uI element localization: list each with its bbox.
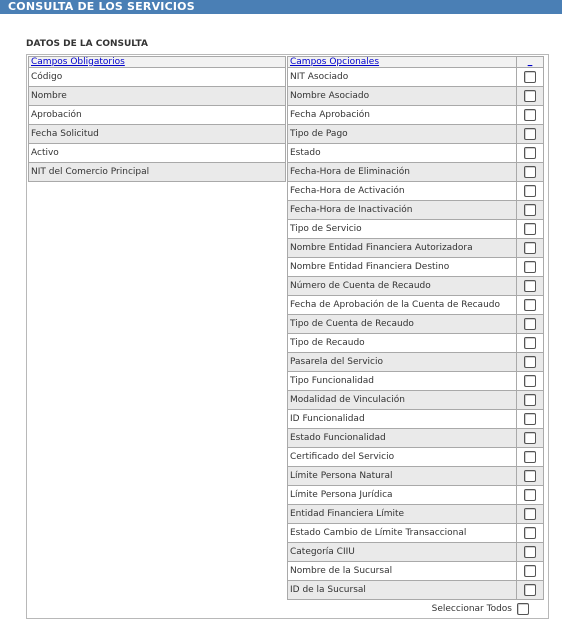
required-field-row xyxy=(29,144,286,163)
optional-field-checkbox[interactable] xyxy=(524,584,536,596)
optional-field-row xyxy=(288,562,544,581)
optional-field-label: ID de la Sucursal xyxy=(288,581,517,600)
optional-field-checkbox-cell xyxy=(517,125,544,144)
optional-fields-table xyxy=(287,56,544,600)
optional-field-row xyxy=(288,581,544,600)
optional-field-row xyxy=(288,239,544,258)
optional-field-checkbox[interactable] xyxy=(524,470,536,482)
optional-field-label: NIT Asociado xyxy=(288,68,517,87)
required-field-label: Nombre xyxy=(29,87,286,106)
optional-field-checkbox[interactable] xyxy=(524,299,536,311)
optional-field-label: Nombre de la Sucursal xyxy=(288,562,517,581)
optional-field-row xyxy=(288,334,544,353)
optional-field-label: Límite Persona Jurídica xyxy=(288,486,517,505)
optional-field-checkbox[interactable] xyxy=(524,565,536,577)
optional-field-checkbox[interactable] xyxy=(524,508,536,520)
optional-field-row xyxy=(288,524,544,543)
optional-field-checkbox-cell xyxy=(517,448,544,467)
page-title-bar xyxy=(0,0,562,14)
required-fields-table xyxy=(28,56,286,182)
required-field-row xyxy=(29,106,286,125)
optional-field-checkbox-cell xyxy=(517,296,544,315)
optional-field-checkbox-cell xyxy=(517,543,544,562)
optional-field-label: Certificado del Servicio xyxy=(288,448,517,467)
optional-field-checkbox[interactable] xyxy=(524,546,536,558)
optional-field-checkbox-cell xyxy=(517,87,544,106)
optional-field-label: Tipo de Servicio xyxy=(288,220,517,239)
optional-field-row xyxy=(288,486,544,505)
page-title: CONSULTA DE LOS SERVICIOS xyxy=(8,0,195,13)
optional-field-checkbox[interactable] xyxy=(524,432,536,444)
optional-field-checkbox[interactable] xyxy=(524,128,536,140)
optional-field-checkbox[interactable] xyxy=(524,71,536,83)
optional-field-checkbox[interactable] xyxy=(524,90,536,102)
optional-field-label: Número de Cuenta de Recaudo xyxy=(288,277,517,296)
optional-field-label: Límite Persona Natural xyxy=(288,467,517,486)
select-all-label: Seleccionar Todos xyxy=(431,604,512,614)
required-fields-header xyxy=(29,57,286,68)
optional-field-checkbox-cell xyxy=(517,429,544,448)
optional-field-checkbox[interactable] xyxy=(524,318,536,330)
optional-field-label: Pasarela del Servicio xyxy=(288,353,517,372)
required-field-row xyxy=(29,163,286,182)
optional-field-label: Nombre Entidad Financiera Autorizadora xyxy=(288,239,517,258)
optional-field-row xyxy=(288,258,544,277)
required-field-label: NIT del Comercio Principal xyxy=(29,163,286,182)
optional-field-row xyxy=(288,144,544,163)
optional-field-label: Tipo de Recaudo xyxy=(288,334,517,353)
optional-field-checkbox[interactable] xyxy=(524,147,536,159)
required-field-row xyxy=(29,87,286,106)
optional-field-label: Estado Cambio de Límite Transaccional xyxy=(288,524,517,543)
optional-field-checkbox-cell xyxy=(517,163,544,182)
optional-field-checkbox[interactable] xyxy=(524,204,536,216)
optional-field-label: ID Funcionalidad xyxy=(288,410,517,429)
optional-field-row xyxy=(288,467,544,486)
optional-field-checkbox-cell xyxy=(517,505,544,524)
optional-field-row xyxy=(288,315,544,334)
required-field-label: Aprobación xyxy=(29,106,286,125)
required-fields-header-row xyxy=(29,57,286,68)
optional-field-label: Nombre Entidad Financiera Destino xyxy=(288,258,517,277)
checkbox-column-header xyxy=(517,57,544,68)
optional-field-checkbox[interactable] xyxy=(524,489,536,501)
optional-field-label: Fecha-Hora de Eliminación xyxy=(288,163,517,182)
optional-field-row xyxy=(288,296,544,315)
optional-field-checkbox-cell xyxy=(517,258,544,277)
optional-fields-header-link[interactable]: Campos Opcionales xyxy=(290,56,380,67)
required-field-row xyxy=(29,125,286,144)
optional-field-row xyxy=(288,87,544,106)
optional-field-checkbox-cell xyxy=(517,391,544,410)
optional-field-label: Entidad Financiera Límite xyxy=(288,505,517,524)
optional-field-row xyxy=(288,448,544,467)
optional-field-checkbox-cell xyxy=(517,353,544,372)
optional-field-checkbox-cell xyxy=(517,410,544,429)
optional-field-checkbox[interactable] xyxy=(524,356,536,368)
optional-field-label: Fecha-Hora de Inactivación xyxy=(288,201,517,220)
optional-field-checkbox[interactable] xyxy=(524,527,536,539)
optional-field-checkbox[interactable] xyxy=(524,109,536,121)
optional-field-label: Tipo de Cuenta de Recaudo xyxy=(288,315,517,334)
optional-fields-header-row xyxy=(288,57,544,68)
optional-field-checkbox-cell xyxy=(517,486,544,505)
required-fields-header-link[interactable]: Campos Obligatorios xyxy=(31,56,125,67)
optional-field-row xyxy=(288,543,544,562)
optional-field-checkbox[interactable] xyxy=(524,280,536,292)
optional-field-row xyxy=(288,277,544,296)
optional-field-checkbox-cell xyxy=(517,372,544,391)
optional-field-checkbox-cell xyxy=(517,581,544,600)
optional-field-row xyxy=(288,106,544,125)
optional-field-checkbox-cell xyxy=(517,277,544,296)
optional-field-checkbox[interactable] xyxy=(524,261,536,273)
optional-field-row xyxy=(288,125,544,144)
optional-field-row xyxy=(288,201,544,220)
optional-field-checkbox[interactable] xyxy=(524,242,536,254)
required-field-row xyxy=(29,68,286,87)
optional-field-checkbox-cell xyxy=(517,315,544,334)
select-all-control[interactable] xyxy=(432,603,529,615)
optional-field-row xyxy=(288,372,544,391)
optional-field-label: Modalidad de Vinculación xyxy=(288,391,517,410)
required-field-label: Código xyxy=(29,68,286,87)
optional-field-row xyxy=(288,353,544,372)
optional-field-row xyxy=(288,163,544,182)
optional-field-row xyxy=(288,429,544,448)
checkbox-column-header-link[interactable]: _ xyxy=(527,56,533,67)
optional-field-checkbox-cell xyxy=(517,144,544,163)
optional-field-checkbox[interactable] xyxy=(524,185,536,197)
optional-field-checkbox[interactable] xyxy=(524,166,536,178)
optional-field-checkbox-cell xyxy=(517,220,544,239)
optional-field-checkbox-cell xyxy=(517,467,544,486)
optional-field-row xyxy=(288,68,544,87)
section-title: DATOS DE LA CONSULTA xyxy=(26,39,148,49)
optional-field-checkbox-cell xyxy=(517,239,544,258)
optional-field-label: Fecha-Hora de Activación xyxy=(288,182,517,201)
optional-field-label: Fecha Aprobación xyxy=(288,106,517,125)
optional-field-label: Tipo Funcionalidad xyxy=(288,372,517,391)
optional-field-row xyxy=(288,410,544,429)
optional-field-checkbox[interactable] xyxy=(524,223,536,235)
optional-field-checkbox-cell xyxy=(517,334,544,353)
optional-field-checkbox[interactable] xyxy=(524,394,536,406)
optional-field-checkbox-cell xyxy=(517,68,544,87)
optional-field-row xyxy=(288,391,544,410)
optional-field-label: Tipo de Pago xyxy=(288,125,517,144)
optional-field-checkbox-cell xyxy=(517,201,544,220)
optional-field-checkbox-cell xyxy=(517,182,544,201)
optional-field-label: Fecha de Aprobación de la Cuenta de Recaudo xyxy=(288,296,517,315)
optional-field-row xyxy=(288,220,544,239)
optional-field-label: Categoría CIIU xyxy=(288,543,517,562)
optional-field-checkbox[interactable] xyxy=(524,451,536,463)
required-field-label: Fecha Solicitud xyxy=(29,125,286,144)
optional-field-label: Estado xyxy=(288,144,517,163)
optional-fields-header xyxy=(288,57,517,68)
optional-field-checkbox[interactable] xyxy=(524,375,536,387)
optional-field-checkbox-cell xyxy=(517,524,544,543)
required-field-label: Activo xyxy=(29,144,286,163)
optional-field-row xyxy=(288,182,544,201)
optional-field-checkbox[interactable] xyxy=(524,337,536,349)
select-all-checkbox[interactable] xyxy=(517,603,529,615)
optional-field-checkbox[interactable] xyxy=(524,413,536,425)
optional-field-row xyxy=(288,505,544,524)
optional-field-checkbox-cell xyxy=(517,562,544,581)
optional-field-label: Estado Funcionalidad xyxy=(288,429,517,448)
optional-field-checkbox-cell xyxy=(517,106,544,125)
optional-field-label: Nombre Asociado xyxy=(288,87,517,106)
